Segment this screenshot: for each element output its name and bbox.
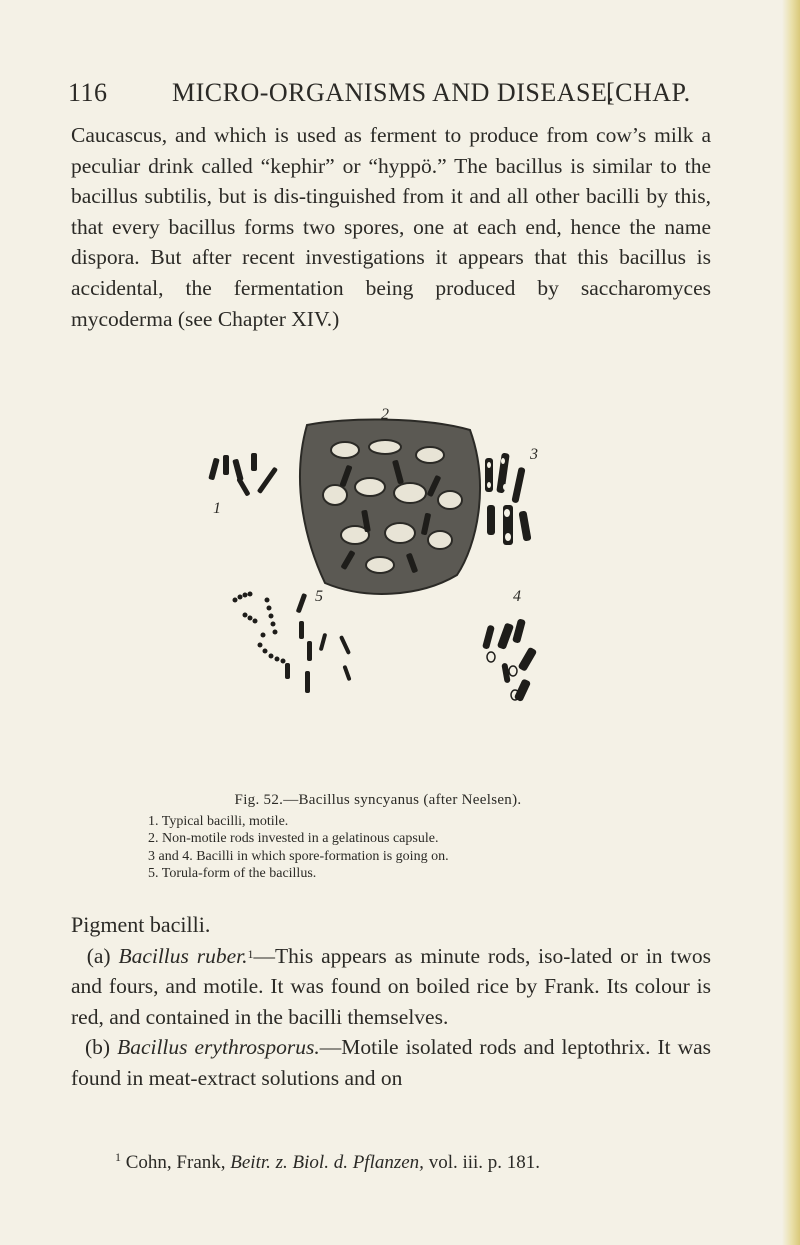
item-b bbox=[71, 1032, 711, 1093]
footnote-text-after: vol. iii. p. 181. bbox=[428, 1152, 541, 1173]
caption-legend bbox=[148, 813, 608, 883]
page-number: 116 bbox=[68, 78, 108, 107]
figure-label-1: 1 bbox=[213, 500, 221, 517]
figure-label-5: 5 bbox=[315, 588, 323, 605]
bacillus-illustration bbox=[195, 406, 595, 787]
section-heading: Pigment bacilli. bbox=[71, 912, 211, 937]
item-b-text: —Motile isolated rods and leptothrix. It was found in meat-extract solutions and on bbox=[71, 1035, 712, 1090]
figure-label-3: 3 bbox=[530, 446, 538, 463]
paragraph-text: Caucascus, and which is used as ferment to produce from cow’s milk a peculiar drink called “kephir” or “hyppö.” The bacillus is similar to the bacillus subtilis, but is dis-tinguished from it and all other bacilli by this, that every bacillus forms two spores, one at each end, hence the name dispora. But after recent investigations it appears that this bacillus is accidental, the fermentation being produced by saccharomyces mycoderma (see Chapter XIV.) bbox=[71, 123, 711, 331]
book-title: MICRO-ORGANISMS AND DISEASE. bbox=[172, 78, 615, 107]
group-4-spores bbox=[487, 652, 519, 700]
running-head bbox=[68, 78, 708, 112]
figure-label-4: 4 bbox=[513, 588, 521, 605]
legend-item: 1. Typical bacilli, motile. bbox=[148, 813, 289, 829]
legend-item: 5. Torula-form of the bacillus. bbox=[148, 866, 317, 881]
chapter-label: [CHAP. bbox=[606, 78, 691, 107]
figure-52 bbox=[195, 406, 595, 787]
item-b-name: Bacillus erythrosporus. bbox=[117, 1035, 320, 1060]
footnote-text-before: Cohn, Frank, bbox=[125, 1152, 226, 1173]
body-paragraph-1 bbox=[71, 120, 711, 334]
group-3-bacilli bbox=[485, 453, 532, 545]
footnote-journal: Beitr. z. Biol. d. Pflanzen, bbox=[230, 1152, 424, 1173]
item-a-name: Bacillus ruber. bbox=[118, 943, 248, 968]
figure-caption bbox=[148, 792, 608, 883]
figure-label-2: 2 bbox=[381, 406, 389, 423]
item-a-text: —This appears as minute rods, iso-lated or in twos and fours, and motile. It was found on boiled rice by Frank. Its colour is red, and contained in the bacilli themselves. bbox=[71, 943, 712, 1029]
legend-item: 2. Non-motile rods invested in a gelatinous capsule. bbox=[148, 831, 439, 846]
group-1-bacilli bbox=[208, 453, 278, 497]
item-b-label: (b) bbox=[84, 1035, 111, 1060]
group-4-bacilli bbox=[482, 618, 537, 702]
item-a-label: (a) bbox=[86, 943, 111, 968]
page-edge bbox=[782, 0, 800, 1245]
footnote-ref: 1 bbox=[247, 946, 254, 961]
item-a bbox=[71, 941, 711, 1033]
footnote bbox=[115, 1152, 715, 1174]
legend-item: 3 and 4. Bacilli in which spore-formation is going on. bbox=[148, 848, 449, 864]
caption-title: Fig. 52.—Bacillus syncyanus (after Neelsen). bbox=[234, 792, 522, 808]
footnote-marker: 1 bbox=[115, 1150, 121, 1164]
group-5-torula bbox=[233, 592, 352, 694]
section-pigment-bacilli bbox=[71, 910, 711, 1094]
